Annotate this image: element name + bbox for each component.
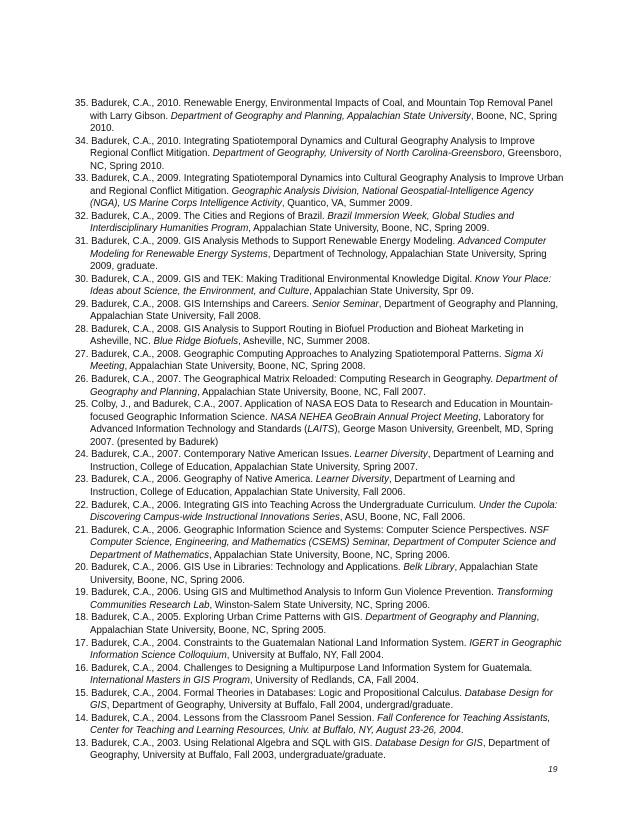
reference-text: 33. Badurek, C.A., 2009. Integrating Spatiotemporal Dynamics into Cultural Geography Analysis to Improve Urban and Regional Conflict Mitigation. <box>75 173 564 197</box>
reference-entry <box>75 500 565 525</box>
reference-text: , Appalachian State University, Boone, NC, Spring 2008. <box>124 361 366 373</box>
reference-entry <box>75 738 565 763</box>
reference-entry <box>75 324 565 349</box>
reference-text: 15. Badurek, C.A., 2004. Formal Theories in Databases: Logic and Propositional Calculus. <box>75 687 465 699</box>
reference-text: 18. Badurek, C.A., 2005. Exploring Urban Crime Patterns with GIS. <box>75 612 366 624</box>
reference-entry <box>75 98 565 136</box>
reference-venue-italic: Department of Geography, University of North Carolina-Greensboro <box>212 148 503 160</box>
reference-entry <box>75 349 565 374</box>
reference-venue-italic: Department of Geography and Planning <box>365 612 537 624</box>
reference-entry <box>75 274 565 299</box>
reference-text: , Department of Geography, University at Buffalo, Fall 2003, undergraduate/graduate. <box>90 737 550 762</box>
reference-venue-italic: Department of Geography and Planning <box>90 374 558 398</box>
reference-venue-italic: Belk Library <box>403 562 455 574</box>
reference-text: , University at Buffalo, NY, Fall 2004. <box>226 650 384 662</box>
reference-venue-italic: Sigma Xi Meeting <box>90 348 543 373</box>
reference-entry <box>75 299 565 324</box>
reference-entry <box>75 562 565 587</box>
reference-venue-italic: Database Design for GIS <box>90 687 554 712</box>
reference-entry <box>75 663 565 688</box>
reference-text: , Appalachian State University, Boone, NC, Spring 2006. <box>209 549 451 561</box>
reference-entry <box>75 449 565 474</box>
reference-venue-italic: Transforming Communities Research Lab <box>90 587 553 611</box>
reference-text: , ASU, Boone, NC, Fall 2006. <box>339 512 466 524</box>
reference-text: , Department of Learning and Instruction, College of Education, Appalachian State University, Fall 2006. <box>90 474 515 498</box>
reference-list <box>75 98 565 763</box>
reference-text: 26. Badurek, C.A., 2007. The Geographical Matrix Reloaded: Computing Research in Geography. <box>75 374 496 386</box>
reference-text: 27. Badurek, C.A., 2008. Geographic Computing Approaches to Analyzing Spatiotemporal Patterns. <box>75 348 505 360</box>
reference-text: , University of Redlands, CA, Fall 2004. <box>249 675 419 687</box>
reference-entry <box>75 525 565 563</box>
reference-venue-italic: Database Design for GIS <box>375 737 483 749</box>
reference-entry <box>75 612 565 637</box>
reference-text: 32. Badurek, C.A., 2009. The Cities and Regions of Brazil. <box>75 210 328 222</box>
reference-entry <box>75 173 565 211</box>
reference-entry <box>75 587 565 612</box>
reference-text: 13. Badurek, C.A., 2003. Using Relational Algebra and SQL with GIS. <box>75 737 376 749</box>
reference-text: , Greensboro, NC, Spring 2010. <box>90 148 562 172</box>
reference-venue-italic: Under the Cupola: Discovering Campus-wide Instructional Innovations Series <box>90 499 558 524</box>
reference-text: , Laboratory for Advanced Information Technology and Standards ( <box>90 411 544 436</box>
reference-text: 21. Badurek, C.A., 2006. Geographic Information Science and Systems: Computer Science Perspectives. <box>75 524 530 536</box>
reference-text: , Department of Geography, University at Buffalo, Fall 2004, undergrad/graduate. <box>106 700 454 712</box>
reference-text: , Appalachian State University, Boone, NC, Fall 2007. <box>197 386 426 398</box>
reference-venue-italic: NASA NEHEA GeoBrain Annual Project Meeting <box>270 411 479 423</box>
reference-text: , Quantico, VA, Summer 2009. <box>281 198 413 210</box>
reference-venue-italic: Senior Seminar <box>311 298 379 310</box>
reference-text: , Department of Technology, Appalachian State University, Spring 2009, graduate. <box>90 248 547 273</box>
reference-venue-italic: LAITS <box>307 424 335 436</box>
reference-text: 28. Badurek, C.A., 2008. GIS Analysis to Support Routing in Biofuel Production and Bioheat Marketing in Asheville, NC. <box>75 323 524 348</box>
reference-text: 29. Badurek, C.A., 2008. GIS Internships and Careers. <box>75 298 312 310</box>
reference-text: 34. Badurek, C.A., 2010. Integrating Spatiotemporal Dynamics and Cultural Geography Analysis to Improve Regional Conflict Mitigation. <box>75 135 535 160</box>
reference-entry <box>75 474 565 499</box>
reference-text: 24. Badurek, C.A., 2007. Contemporary Native American Issues. <box>75 449 355 461</box>
reference-venue-italic: Know Your Place: Ideas about Science, the Environment, and Culture <box>90 273 552 298</box>
reference-entry <box>75 374 565 399</box>
reference-text: 17. Badurek, C.A., 2004. Constraints to the Guatemalan National Land Information System. <box>75 637 470 649</box>
reference-text: , Appalachian State University, Spr 09. <box>309 286 474 298</box>
reference-text: 23. Badurek, C.A., 2006. Geography of Native America. <box>75 474 316 486</box>
reference-venue-italic: Blue Ridge Biofuels <box>153 336 239 348</box>
reference-text: ), George Mason University, Greenbelt, MD, Spring 2007. (presented by Badurek) <box>90 424 554 448</box>
reference-text: , Department of Geography and Planning, Appalachian State University, Fall 2008. <box>90 298 559 323</box>
reference-text: 25. Colby, J., and Badurek, C.A., 2007. Application of NASA EOS Data to Research and Education in Mountain-focused Geographic Information Science. <box>75 399 554 423</box>
reference-venue-italic: IGERT in Geographic Information Science Colloquium <box>90 637 562 662</box>
reference-venue-italic: Learner Diversity <box>315 474 389 486</box>
reference-text: , Appalachian State University, Boone, NC, Spring 2005. <box>90 612 540 636</box>
reference-text: 35. Badurek, C.A., 2010. Renewable Energy, Environmental Impacts of Coal, and Mountain Top Removal Panel with Larry Gibson. <box>75 98 553 122</box>
reference-text: 14. Badurek, C.A., 2004. Lessons from the Classroom Panel Session. <box>75 712 378 724</box>
reference-entry <box>75 638 565 663</box>
reference-entry <box>75 713 565 738</box>
reference-entry <box>75 399 565 449</box>
reference-venue-italic: NSF Computer Science, Engineering, and Mathematics (CSEMS) Seminar, Department of Computer Science and Department of Mathematics <box>90 524 556 561</box>
reference-text: 31. Badurek, C.A., 2009. GIS Analysis Methods to Support Renewable Energy Modeling. <box>75 236 458 248</box>
reference-venue-italic: International Masters in GIS Program <box>90 675 250 687</box>
reference-entry <box>75 236 565 274</box>
reference-text: . <box>460 725 464 737</box>
reference-text: 16. Badurek, C.A., 2004. Challenges to Designing a Multipurpose Land Information System for Guatemala. <box>75 662 533 674</box>
reference-entry <box>75 211 565 236</box>
reference-text: 22. Badurek, C.A., 2006. Integrating GIS into Teaching Across the Undergraduate Curriculum. <box>75 499 479 511</box>
reference-text: , Boone, NC, Spring 2010. <box>90 110 558 135</box>
page-number: 19 <box>548 764 558 774</box>
reference-text: 20. Badurek, C.A., 2006. GIS Use in Libraries: Technology and Applications. <box>75 562 404 574</box>
reference-venue-italic: Brazil Immersion Week, Global Studies and Interdisciplinary Humanities Program <box>90 210 515 235</box>
reference-venue-italic: Advanced Computer Modeling for Renewable Energy Systems <box>90 236 547 260</box>
reference-venue-italic: Fall Conference for Teaching Assistants, Center for Teaching and Learning Resources, Univ. at Buffalo, NY, August 23-26, 2004 <box>90 712 551 737</box>
reference-text: , Department of Learning and Instruction, College of Education, Appalachian State University, Spring 2007. <box>90 449 554 473</box>
reference-entry <box>75 688 565 713</box>
reference-text: 19. Badurek, C.A., 2006. Using GIS and Multimethod Analysis to Inform Gun Violence Prevention. <box>75 587 497 599</box>
reference-text: , Appalachian State University, Boone, NC, Spring 2009. <box>248 223 490 235</box>
reference-text: 30. Badurek, C.A., 2009. GIS and TEK: Making Traditional Environmental Knowledge Digital. <box>75 273 475 285</box>
reference-text: , Appalachian State University, Boone, NC, Spring 2006. <box>90 562 538 586</box>
reference-venue-italic: Geographic Analysis Division, National Geospatial-Intelligence Agency (NGA), US Marine Corps Intelligence Activity <box>90 185 534 210</box>
reference-entry <box>75 136 565 174</box>
reference-text: , Asheville, NC, Summer 2008. <box>238 336 371 348</box>
reference-venue-italic: Learner Diversity <box>354 449 428 461</box>
reference-venue-italic: Department of Geography and Planning, Appalachian State University <box>170 110 471 122</box>
reference-text: , Winston-Salem State University, NC, Spring 2006. <box>209 599 431 611</box>
